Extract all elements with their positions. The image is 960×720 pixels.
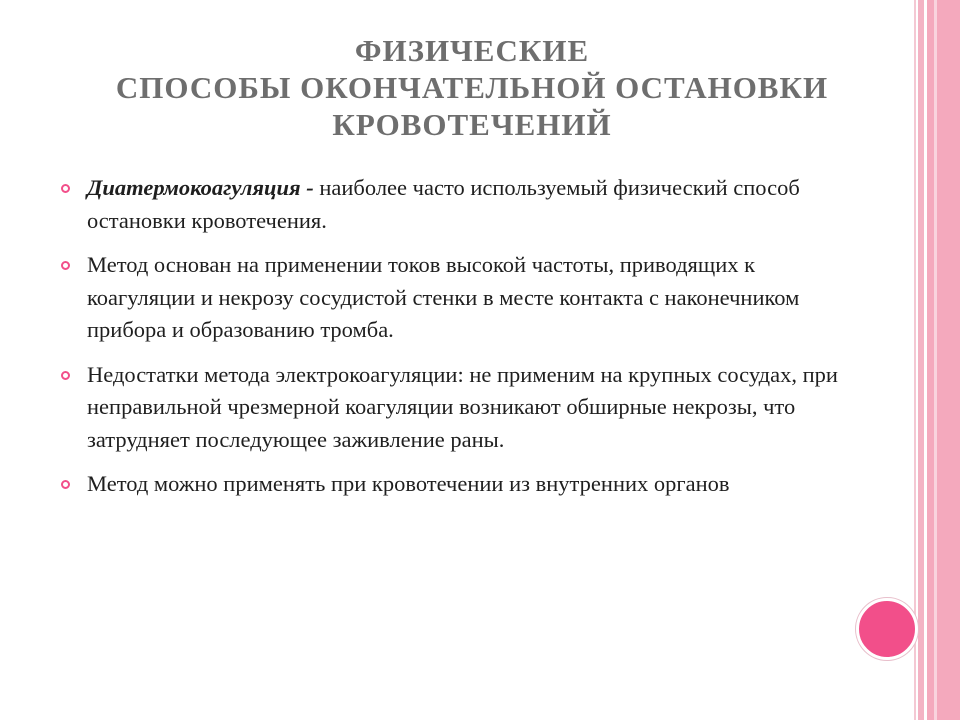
bullet-item (60, 172, 840, 237)
bullet-term: Диатермокоагуляция - (87, 175, 314, 200)
decor-circle (856, 598, 918, 660)
bullet-item (60, 359, 840, 457)
bullet-item (60, 468, 840, 501)
bullet-text: наиболее часто используемый физический способ остановки кровотечения. (87, 175, 800, 233)
title-line-2: СПОСОБЫ ОКОНЧАТЕЛЬНОЙ ОСТАНОВКИ (115, 70, 829, 105)
bullet-circle-icon (61, 480, 70, 489)
slide-title (40, 32, 904, 143)
decor-stripe (927, 0, 960, 720)
decor-stripe (914, 0, 916, 720)
bullet-text: Метод можно применять при кровотечении из внутренних органов (87, 471, 730, 496)
decor-stripe (918, 0, 924, 720)
title-line-1: ФИЗИЧЕСКИЕ (354, 33, 590, 68)
decor-stripe (934, 0, 937, 720)
bullet-circle-icon (61, 184, 70, 193)
bullet-text: Недостатки метода электрокоагуляции: не применим на крупных сосудах, при неправильной чрезмерной коагуляции возникают обширные некрозы, что затрудняет последующее заживление раны. (87, 361, 838, 452)
bullet-item (60, 249, 840, 347)
bullet-text: Метод основан на применении токов высокой частоты, приводящих к коагуляции и некрозу сосудистой стенки в месте контакта с наконечником прибора и образованию тромба. (87, 252, 800, 342)
bullet-circle-icon (61, 261, 70, 270)
bullet-circle-icon (61, 371, 70, 380)
title-line-3: КРОВОТЕЧЕНИЙ (332, 107, 612, 142)
bullet-list (60, 172, 840, 513)
